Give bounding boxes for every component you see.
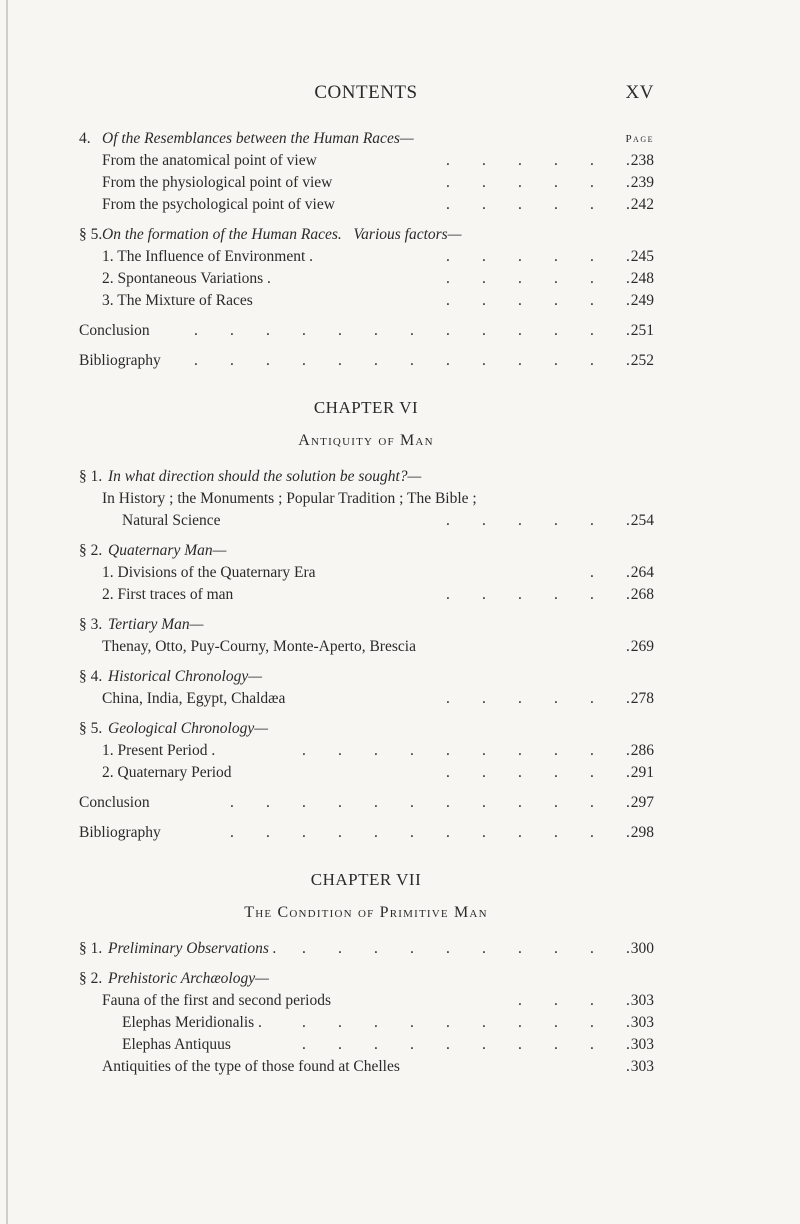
entry-text: From the psychological point of view [102, 196, 335, 213]
dot-leader: . [590, 270, 594, 287]
toc-entry [0, 584, 800, 606]
dot-leader: . [626, 512, 630, 529]
dot-leader: . [374, 794, 378, 811]
dot-leader: . [446, 322, 450, 339]
page-number: 303 [630, 1058, 654, 1075]
dot-leader: . [302, 352, 306, 369]
dot-leader: . [518, 992, 522, 1009]
dot-leader: . [590, 352, 594, 369]
toc-entry [0, 938, 800, 960]
entry-text: Elephas Antiquus [122, 1036, 231, 1053]
section-number: § 4. [79, 668, 103, 685]
dot-leader: . [446, 248, 450, 265]
toc-entry [0, 822, 800, 844]
page-number: 298 [630, 824, 654, 841]
dot-leader: . [266, 824, 270, 841]
page-number: 291 [630, 764, 654, 781]
dot-leader: . [302, 1036, 306, 1053]
dot-leader: . [554, 248, 558, 265]
dot-leader: . [518, 742, 522, 759]
page-number: 303 [630, 1036, 654, 1053]
entry-text: Natural Science [122, 512, 221, 529]
dot-leader: . [338, 824, 342, 841]
dot-leader: . [194, 352, 198, 369]
dot-leader: . [518, 586, 522, 603]
dot-leader: . [518, 794, 522, 811]
section-heading: In what direction should the solution be sought?— [108, 468, 422, 485]
entry-text: 2. Quaternary Period [102, 764, 232, 781]
dot-leader: . [374, 352, 378, 369]
dot-leader: . [338, 1036, 342, 1053]
dot-leader: . [554, 794, 558, 811]
section-number: 4. [79, 130, 91, 147]
dot-leader: . [590, 1036, 594, 1053]
dot-leader: . [446, 690, 450, 707]
dot-leader: . [302, 824, 306, 841]
dot-leader: . [374, 322, 378, 339]
toc-heading [0, 718, 800, 740]
section-heading: Preliminary Observations . [108, 940, 277, 957]
dot-leader: . [338, 742, 342, 759]
entry-text: Elephas Meridionalis . [122, 1014, 262, 1031]
chapter-subtitle: The Condition of Primitive Man [244, 904, 488, 921]
dot-leader: . [482, 270, 486, 287]
dot-leader: . [302, 1014, 306, 1031]
dot-leader: . [626, 992, 630, 1009]
dot-leader: . [590, 742, 594, 759]
dot-leader: . [230, 352, 234, 369]
dot-leader: . [410, 794, 414, 811]
section-number: § 3. [79, 616, 103, 633]
dot-leader: . [482, 292, 486, 309]
dot-leader: . [518, 174, 522, 191]
dot-leader: . [518, 824, 522, 841]
dot-leader: . [590, 690, 594, 707]
toc-entry [0, 172, 800, 194]
toc-heading [0, 128, 800, 150]
toc-entry [0, 792, 800, 814]
dot-leader: . [626, 1014, 630, 1031]
section-number: § 2. [79, 542, 103, 559]
dot-leader: . [410, 352, 414, 369]
dot-leader: . [590, 824, 594, 841]
dot-leader: . [626, 564, 630, 581]
section-heading: On the formation of the Human Races. Various factors— [102, 226, 462, 243]
section-heading: Quaternary Man— [108, 542, 227, 559]
dot-leader: . [482, 248, 486, 265]
dot-leader: . [410, 940, 414, 957]
section-number: § 1. [79, 940, 103, 957]
entry-text: 3. The Mixture of Races [102, 292, 253, 309]
dot-leader: . [518, 270, 522, 287]
dot-leader: . [554, 1014, 558, 1031]
toc-entry [0, 740, 800, 762]
dot-leader: . [626, 764, 630, 781]
entry-text: Bibliography [79, 824, 161, 841]
dot-leader: . [554, 512, 558, 529]
section-number: § 1. [79, 468, 103, 485]
dot-leader: . [626, 690, 630, 707]
dot-leader: . [410, 742, 414, 759]
dot-leader: . [230, 824, 234, 841]
section-number: § 5. [79, 226, 103, 243]
dot-leader: . [554, 292, 558, 309]
entry-text: From the anatomical point of view [102, 152, 317, 169]
dot-leader: . [446, 794, 450, 811]
dot-leader: . [626, 352, 630, 369]
dot-leader: . [482, 1014, 486, 1031]
dot-leader: . [626, 638, 630, 655]
dot-leader: . [590, 196, 594, 213]
dot-leader: . [554, 586, 558, 603]
dot-leader: . [626, 322, 630, 339]
dot-leader: . [554, 352, 558, 369]
dot-leader: . [626, 292, 630, 309]
dot-leader: . [518, 764, 522, 781]
chapter-title: CHAPTER VI [313, 398, 419, 417]
dot-leader: . [590, 794, 594, 811]
dot-leader: . [590, 564, 594, 581]
toc-heading [0, 666, 800, 688]
section-heading: Historical Chronology— [108, 668, 263, 685]
toc-heading [0, 466, 800, 488]
dot-leader: . [590, 174, 594, 191]
page-number: 269 [630, 638, 654, 655]
toc-entry [0, 510, 800, 532]
dot-leader: . [410, 824, 414, 841]
dot-leader: . [626, 586, 630, 603]
dot-leader: . [230, 322, 234, 339]
entry-text: China, India, Egypt, Chaldæa [102, 690, 286, 707]
entry-text: Fauna of the first and second periods [102, 992, 331, 1009]
toc-entry [0, 350, 800, 372]
toc-entry [0, 562, 800, 584]
entry-text: Conclusion [79, 794, 150, 811]
dot-leader: . [338, 1014, 342, 1031]
dot-leader: . [446, 270, 450, 287]
dot-leader: . [482, 196, 486, 213]
dot-leader: . [626, 742, 630, 759]
dot-leader: . [302, 794, 306, 811]
dot-leader: . [626, 794, 630, 811]
running-header [0, 82, 800, 112]
dot-leader: . [446, 512, 450, 529]
dot-leader: . [302, 940, 306, 957]
dot-leader: . [446, 1014, 450, 1031]
chapter-subtitle: Antiquity of Man [298, 432, 434, 449]
dot-leader: . [518, 292, 522, 309]
toc-heading [0, 540, 800, 562]
section-heading: Geological Chronology— [108, 720, 269, 737]
dot-leader: . [518, 1036, 522, 1053]
dot-leader: . [302, 322, 306, 339]
dot-leader: . [410, 1014, 414, 1031]
toc-entry [0, 268, 800, 290]
dot-leader: . [554, 992, 558, 1009]
dot-leader: . [482, 824, 486, 841]
page-number: 278 [630, 690, 654, 707]
page-number: 300 [630, 940, 654, 957]
page-number: 239 [630, 174, 654, 191]
entry-text: 2. Spontaneous Variations . [102, 270, 271, 287]
toc-entry [0, 688, 800, 710]
entry-text: Bibliography [79, 352, 161, 369]
section-number: § 5. [79, 720, 103, 737]
page-number: 251 [630, 322, 654, 339]
page-number: 303 [630, 1014, 654, 1031]
entry-text: 2. First traces of man [102, 586, 234, 603]
dot-leader: . [482, 940, 486, 957]
dot-leader: . [374, 1036, 378, 1053]
dot-leader: . [626, 1036, 630, 1053]
dot-leader: . [482, 586, 486, 603]
dot-leader: . [626, 174, 630, 191]
page-number: 238 [630, 152, 654, 169]
dot-leader: . [626, 196, 630, 213]
dot-leader: . [626, 940, 630, 957]
dot-leader: . [482, 174, 486, 191]
entry-text: 1. The Influence of Environment . [102, 248, 314, 265]
dot-leader: . [626, 152, 630, 169]
page-number: 268 [630, 586, 654, 603]
entry-text: Conclusion [79, 322, 150, 339]
dot-leader: . [554, 824, 558, 841]
toc-entry [0, 990, 800, 1012]
dot-leader: . [590, 586, 594, 603]
dot-leader: . [338, 794, 342, 811]
dot-leader: . [626, 270, 630, 287]
page-number: 248 [630, 270, 654, 287]
dot-leader: . [626, 824, 630, 841]
dot-leader: . [554, 174, 558, 191]
dot-leader: . [518, 352, 522, 369]
toc-entry [0, 290, 800, 312]
dot-leader: . [590, 1014, 594, 1031]
dot-leader: . [482, 764, 486, 781]
page-number: 254 [630, 512, 654, 529]
dot-leader: . [446, 742, 450, 759]
toc-entry [0, 150, 800, 172]
chapter-title: CHAPTER VII [310, 870, 422, 889]
toc-entry [0, 320, 800, 342]
dot-leader: . [518, 196, 522, 213]
dot-leader: . [554, 742, 558, 759]
dot-leader: . [518, 512, 522, 529]
dot-leader: . [482, 512, 486, 529]
dot-leader: . [410, 1036, 414, 1053]
dot-leader: . [554, 764, 558, 781]
toc-entry [0, 488, 800, 510]
entry-text: In History ; the Monuments ; Popular Tradition ; The Bible ; [102, 490, 477, 507]
dot-leader: . [446, 196, 450, 213]
dot-leader: . [518, 1014, 522, 1031]
dot-leader: . [554, 152, 558, 169]
dot-leader: . [302, 742, 306, 759]
toc-entry [0, 194, 800, 216]
toc-entry [0, 1012, 800, 1034]
section-heading: Tertiary Man— [108, 616, 204, 633]
dot-leader: . [518, 322, 522, 339]
dot-leader: . [374, 1014, 378, 1031]
dot-leader: . [590, 292, 594, 309]
dot-leader: . [446, 292, 450, 309]
dot-leader: . [374, 824, 378, 841]
dot-leader: . [482, 152, 486, 169]
dot-leader: . [446, 1036, 450, 1053]
toc-entry [0, 1034, 800, 1056]
dot-leader: . [482, 352, 486, 369]
dot-leader: . [554, 196, 558, 213]
page-number: 286 [630, 742, 654, 759]
page-number: 245 [630, 248, 654, 265]
dot-leader: . [590, 992, 594, 1009]
header-title: CONTENTS [314, 82, 418, 103]
section-number: § 2. [79, 970, 103, 987]
dot-leader: . [554, 940, 558, 957]
dot-leader: . [518, 152, 522, 169]
section-heading: Of the Resemblances between the Human Races— [102, 130, 414, 147]
dot-leader: . [518, 248, 522, 265]
dot-leader: . [590, 764, 594, 781]
dot-leader: . [446, 764, 450, 781]
page-number: 249 [630, 292, 654, 309]
dot-leader: . [338, 352, 342, 369]
toc-entry [0, 1056, 800, 1078]
page-number: 242 [630, 196, 654, 213]
toc-entry [0, 762, 800, 784]
dot-leader: . [554, 322, 558, 339]
dot-leader: . [338, 940, 342, 957]
dot-leader: . [554, 1036, 558, 1053]
dot-leader: . [518, 940, 522, 957]
dot-leader: . [482, 742, 486, 759]
dot-leader: . [626, 1058, 630, 1075]
dot-leader: . [626, 248, 630, 265]
dot-leader: . [482, 1036, 486, 1053]
dot-leader: . [590, 248, 594, 265]
dot-leader: . [518, 690, 522, 707]
page-number: 303 [630, 992, 654, 1009]
dot-leader: . [230, 794, 234, 811]
dot-leader: . [446, 174, 450, 191]
dot-leader: . [446, 824, 450, 841]
toc-heading [0, 614, 800, 636]
dot-leader: . [410, 322, 414, 339]
dot-leader: . [554, 690, 558, 707]
dot-leader: . [482, 794, 486, 811]
toc-entry [0, 636, 800, 658]
entry-text: Thenay, Otto, Puy-Courny, Monte-Aperto, Brescia [102, 638, 416, 655]
section-heading: Prehistoric Archæology— [108, 970, 269, 987]
dot-leader: . [446, 352, 450, 369]
entry-text: Antiquities of the type of those found at Chelles [102, 1058, 400, 1075]
toc-heading [0, 968, 800, 990]
dot-leader: . [590, 152, 594, 169]
dot-leader: . [590, 940, 594, 957]
page-number: 264 [630, 564, 654, 581]
dot-leader: . [266, 352, 270, 369]
toc-entry [0, 246, 800, 268]
dot-leader: . [374, 940, 378, 957]
dot-leader: . [374, 742, 378, 759]
dot-leader: . [338, 322, 342, 339]
entry-text: 1. Present Period . [102, 742, 216, 759]
dot-leader: . [590, 322, 594, 339]
dot-leader: . [590, 512, 594, 529]
dot-leader: . [446, 940, 450, 957]
dot-leader: . [554, 270, 558, 287]
dot-leader: . [266, 322, 270, 339]
dot-leader: . [446, 586, 450, 603]
dot-leader: . [266, 794, 270, 811]
page-number: 252 [630, 352, 654, 369]
entry-text: 1. Divisions of the Quaternary Era [102, 564, 316, 581]
dot-leader: . [482, 322, 486, 339]
header-folio: XV [625, 82, 654, 103]
page-column-label: Page [625, 133, 654, 145]
dot-leader: . [194, 322, 198, 339]
entry-text: From the physiological point of view [102, 174, 333, 191]
dot-leader: . [482, 690, 486, 707]
toc-heading [0, 224, 800, 246]
page-number: 297 [630, 794, 654, 811]
dot-leader: . [446, 152, 450, 169]
